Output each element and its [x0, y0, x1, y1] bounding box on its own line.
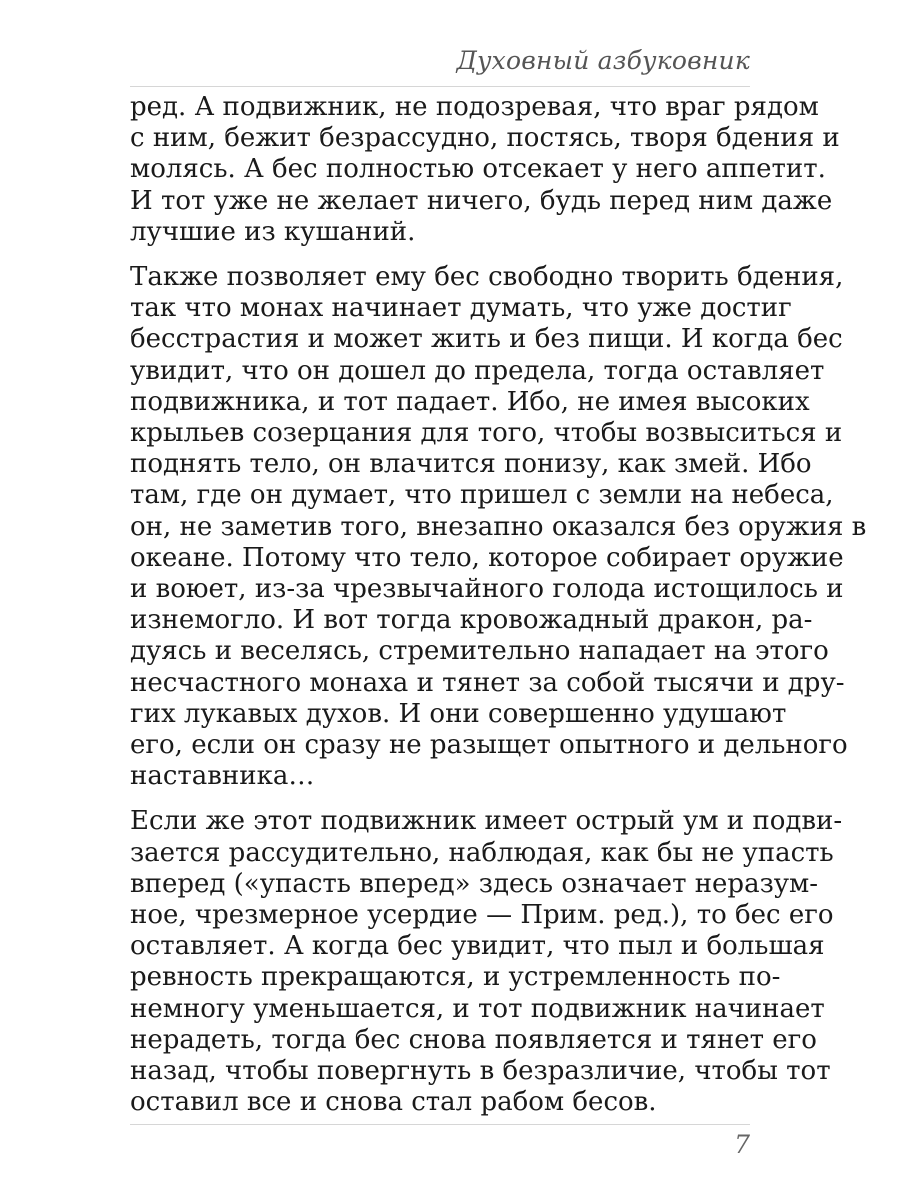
paragraph: [130, 806, 843, 1118]
footer-rule: [130, 1124, 750, 1125]
text-line: крыльев созерцания для того, чтобы возвыситься и: [130, 418, 843, 449]
text-line: наставника…: [130, 761, 315, 792]
text-line: ное, чрезмерное усердие — Прим. ред.), то бес его: [130, 900, 834, 931]
text-line: и воюет, из-за чрезвычайного голода истощилось и: [130, 574, 844, 605]
text-line: оставил все и снова стал рабом бесов.: [130, 1087, 657, 1118]
text-line: зается рассудительно, наблюдая, как бы не упасть: [130, 837, 834, 868]
text-line: молясь. А бес полностью отсекает у него аппетит.: [130, 154, 826, 185]
text-line: дуясь и веселясь, стремительно нападает на этого: [130, 636, 829, 667]
text-line: с ним, бежит безрассудно, постясь, творя бдения и: [130, 123, 840, 154]
text-line: ревность прекращаются, и устремленность по-: [130, 962, 781, 993]
text-line: Если же этот подвижник имеет острый ум и подви-: [130, 806, 843, 837]
text-line: Также позволяет ему бес свободно творить бдения,: [130, 262, 844, 293]
running-head-title: Духовный азбуковник: [456, 46, 750, 75]
page-body: [130, 92, 867, 1133]
text-line: вперед («упасть вперед» здесь означает неразум-: [130, 868, 819, 899]
text-line: ред. А подвижник, не подозревая, что враг рядом: [130, 92, 819, 122]
paragraph: [130, 262, 867, 792]
text-line: лучшие из кушаний.: [130, 216, 416, 247]
text-line: изнемогло. И вот тогда кровожадный дракон, ра-: [130, 605, 813, 636]
text-line: бесстрастия и может жить и без пищи. И когда бес: [130, 324, 843, 355]
text-line: увидит, что он дошел до предела, тогда оставляет: [130, 355, 825, 386]
text-line: поднять тело, он влачится понизу, как змей. Ибо: [130, 449, 812, 480]
text-line: нерадеть, тогда бес снова появляется и тянет его: [130, 1024, 817, 1055]
header-rule: [130, 86, 750, 87]
text-line: его, если он сразу не разыщет опытного и дельного: [130, 730, 848, 761]
text-line: подвижника, и тот падает. Ибо, не имея высоких: [130, 386, 810, 417]
text-line: так что монах начинает думать, что уже достиг: [130, 293, 792, 324]
paragraph: [130, 92, 840, 248]
text-line: назад, чтобы повергнуть в безразличие, чтобы тот: [130, 1056, 831, 1087]
text-line: И тот уже не желает ничего, будь перед ним даже: [130, 185, 833, 216]
text-line: океане. Потому что тело, которое собирает оружие: [130, 542, 844, 573]
page-number: 7: [734, 1130, 750, 1159]
text-line: немногу уменьшается, и тот подвижник начинает: [130, 993, 825, 1024]
text-line: оставляет. А когда бес увидит, что пыл и большая: [130, 931, 825, 962]
text-line: гих лукавых духов. И они совершенно удушают: [130, 698, 787, 729]
text-line: он, не заметив того, внезапно оказался без оружия в: [130, 511, 867, 542]
text-line: там, где он думает, что пришел с земли на небеса,: [130, 480, 834, 511]
text-line: несчастного монаха и тянет за собой тысячи и дру-: [130, 667, 845, 698]
